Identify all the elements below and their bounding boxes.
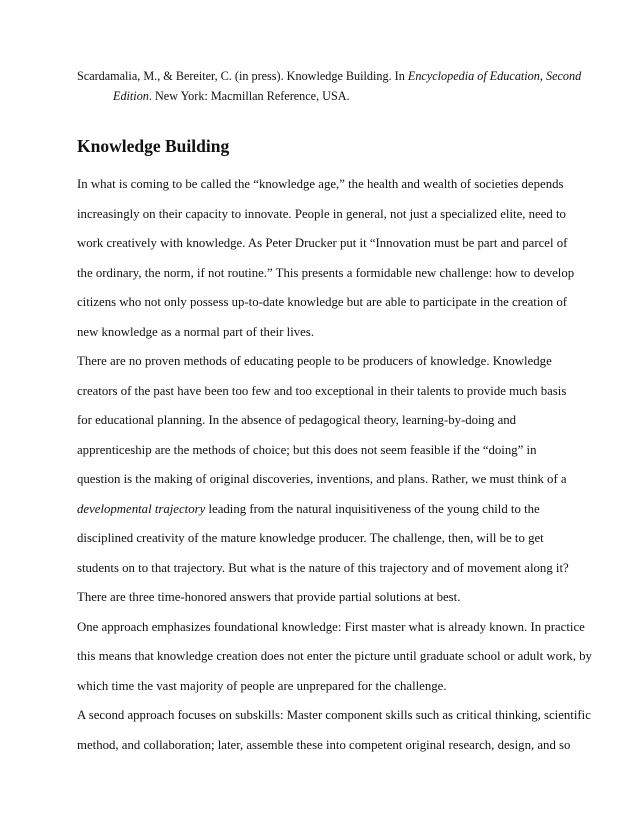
body-line: There are no proven methods of educating people to be producers of knowledge. Knowledge xyxy=(77,354,552,368)
citation-publisher: . New York: Macmillan Reference, USA. xyxy=(148,89,350,103)
emphasized-term: developmental trajectory xyxy=(77,501,206,516)
body-line: increasingly on their capacity to innovate. People in general, not just a specialized elite, need to xyxy=(77,206,566,221)
citation-text: Scardamalia, M., & Bereiter, C. (in press). Knowledge Building. In xyxy=(77,69,408,83)
body-line: students on to that trajectory. But what is the nature of this trajectory and of movement along it? xyxy=(77,560,569,575)
document-title: Knowledge Building xyxy=(77,136,230,156)
body-line: A second approach focuses on subskills: Master component skills such as critical thinking, scientific xyxy=(77,708,591,722)
body-line: this means that knowledge creation does not enter the picture until graduate school or adult work, by xyxy=(77,649,592,663)
body-line: new knowledge as a normal part of their lives. xyxy=(77,324,315,339)
body-line xyxy=(77,495,582,525)
body-line: In what is coming to be called the “knowledge age,” the health and wealth of societies depends xyxy=(77,177,564,191)
body-line: disciplined creativity of the mature knowledge producer. The challenge, then, will be to get xyxy=(77,531,544,545)
body-line: question is the making of original discoveries, inventions, and plans. Rather, we must think of a xyxy=(77,472,567,486)
body-line: creators of the past have been too few and too exceptional in their talents to provide much basis xyxy=(77,383,567,398)
citation xyxy=(77,66,582,106)
body-text xyxy=(77,170,592,760)
citation-source-title: Encyclopedia of Education, xyxy=(407,69,543,83)
body-line: citizens who not only possess up-to-date knowledge but are able to participate in the creation of xyxy=(77,295,568,309)
body-line: the ordinary, the norm, if not routine.” This presents a formidable new challenge: how to develop xyxy=(77,265,575,280)
citation-edition: Second Edition xyxy=(113,69,582,103)
body-line: which time the vast majority of people are unprepared for the challenge. xyxy=(77,678,447,693)
body-line: One approach emphasizes foundational knowledge: First master what is already known. In practice xyxy=(77,619,585,634)
body-line: method, and collaboration; later, assemble these into competent original research, design, and so xyxy=(77,737,571,752)
body-line-text: leading from the natural inquisitiveness of the young child to the xyxy=(205,501,540,516)
body-line: work creatively with knowledge. As Peter Drucker put it “Innovation must be part and parcel of xyxy=(77,236,568,250)
body-line: apprenticeship are the methods of choice; but this does not seem feasible if the “doing” in xyxy=(77,442,537,457)
body-line: There are three time-honored answers that provide partial solutions at best. xyxy=(77,590,461,604)
body-line: for educational planning. In the absence of pedagogical theory, learning-by-doing and xyxy=(77,413,517,427)
